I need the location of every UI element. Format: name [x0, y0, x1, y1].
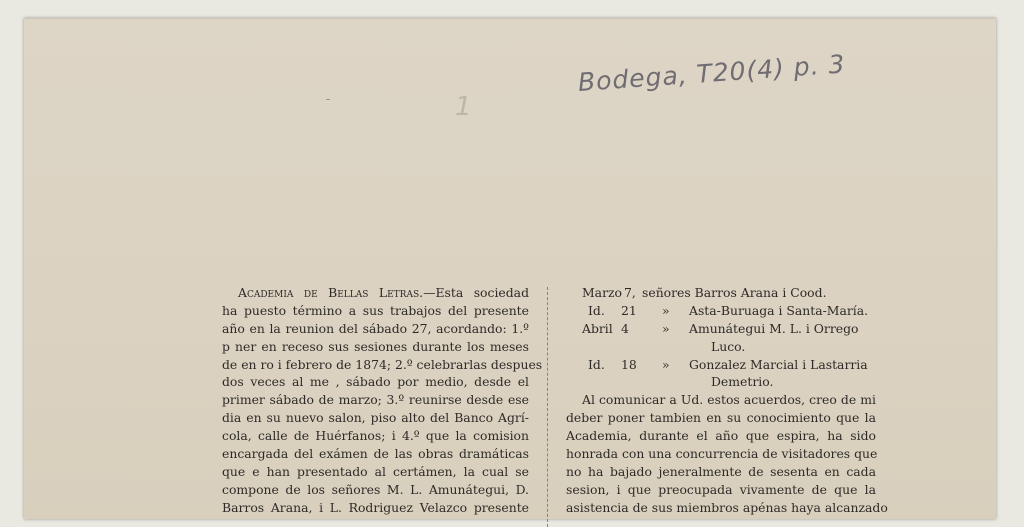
column-divider [547, 287, 548, 527]
schedule-day: 4 [621, 320, 629, 336]
schedule-row [566, 284, 876, 302]
text-line: cola, calle de Huérfanos; i 4.º que la comision [222, 428, 529, 444]
schedule-day: 7, [624, 285, 636, 300]
text-line: honrada con una concurrencia de visitadores que [566, 446, 878, 462]
schedule-day: 18 [621, 356, 637, 372]
handwritten-archive-reference: Bodega, T20(4) p. 3 [576, 49, 847, 97]
ditto-mark: » [662, 320, 670, 336]
schedule-row [566, 320, 876, 338]
schedule-month: Id. [588, 302, 605, 318]
schedule-names-continued: Luco. [711, 338, 746, 354]
left-text-column [222, 284, 543, 517]
text-line: sesion, i que preocupada vivamente de que la [566, 481, 876, 497]
schedule-names: Gonzalez Marcial i Lastarria [689, 356, 868, 372]
pencil-dash-mark: - [326, 92, 331, 106]
schedule-month: Id. [588, 356, 605, 372]
schedule-names-continued: Demetrio. [711, 374, 774, 390]
text-line: Al comunicar a Ud. estos acuerdos, creo de mi [582, 392, 876, 408]
schedule-names: Amunátegui M. L. i Orrego [689, 320, 859, 336]
ditto-mark: » [662, 356, 670, 372]
text-line: compone de los señores M. L. Amunátegui, D. [222, 481, 529, 497]
heading-continuation: —Esta sociedad [423, 285, 529, 300]
text-line: que e han presentado al certámen, la cual se [222, 463, 529, 479]
right-text-column [566, 284, 888, 517]
text-line: primer sábado de marzo; 3.º reunirse desde ese [222, 392, 529, 408]
text-line: deber poner tambien en su conocimiento que la [566, 410, 876, 426]
text-line: de en ro i febrero de 1874; 2.º celebrarlas despues [222, 356, 543, 372]
article-heading: Academia de Bellas Letras. [238, 285, 424, 300]
schedule-month: Abril [582, 320, 613, 336]
text-line: Barros Arana, i L. Rodriguez Velazco presente [222, 499, 529, 515]
text-line: ha puesto término a sus trabajos del presente [222, 302, 529, 318]
text-line: dia en su nuevo salon, piso alto del Banco Agrí- [222, 410, 529, 426]
text-line: encargada del exámen de las obras dramáticas [222, 446, 529, 462]
schedule-row [566, 356, 876, 374]
text-line: no ha bajado jeneralmente de sesenta en cada [566, 463, 876, 479]
ditto-mark: » [662, 302, 670, 318]
schedule-row [566, 338, 876, 356]
schedule-names: Asta-Buruaga i Santa-María. [689, 302, 869, 318]
text-line: Academia, durante el año que espira, ha sido [566, 428, 876, 444]
schedule-names: señores Barros Arana i Cood. [642, 285, 827, 300]
text-line [222, 284, 529, 302]
text-line: año en la reunion del sábado 27, acordando: 1.º [222, 320, 529, 336]
text-line: p ner en receso sus sesiones durante los meses [222, 338, 529, 354]
text-line: asistencia de sus miembros apénas haya alcanzado [566, 499, 888, 515]
schedule-row [566, 373, 876, 391]
pencil-page-number: 1 [455, 92, 472, 122]
schedule-month: Marzo [582, 285, 622, 300]
schedule-day: 21 [621, 302, 637, 318]
text-line: dos veces al me , sábado por medio, desde el [222, 374, 529, 390]
schedule-row [566, 302, 876, 320]
